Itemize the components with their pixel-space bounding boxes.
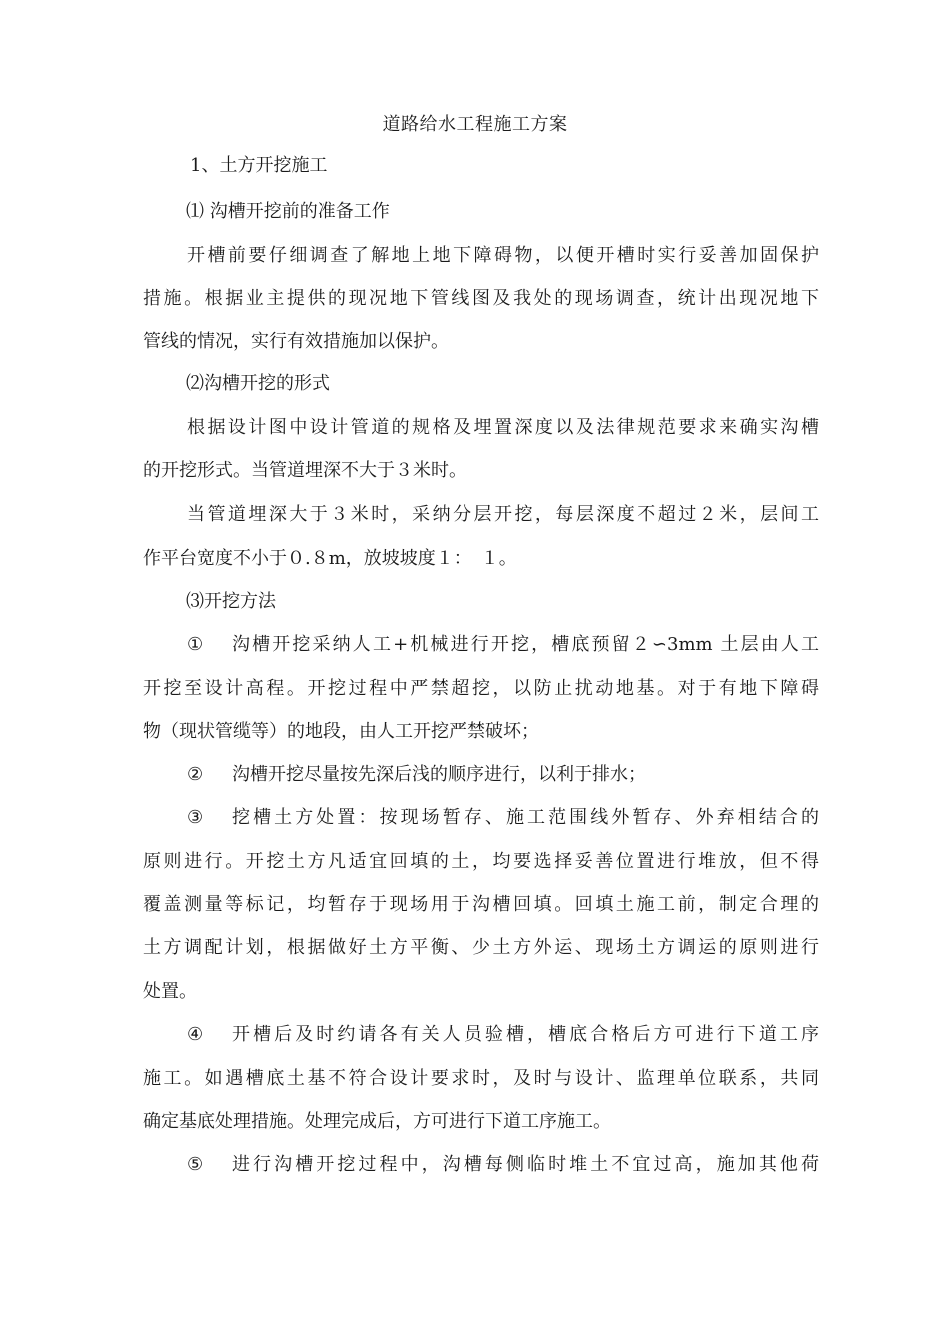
paragraph-line: 措施。根据业主提供的现况地下管线图及我处的现场调查，统计出现况地下 bbox=[143, 288, 819, 309]
list-item-line: 土方调配计划，根据做好土方平衡、少土方外运、现场土方调运的原则进行 bbox=[143, 937, 819, 958]
paragraph-line: 管线的情况，实行有效措施加以保护。 bbox=[143, 331, 449, 352]
list-item-line: 施工。如遇槽底土基不符合设计要求时，及时与设计、监理单位联系，共同 bbox=[143, 1068, 819, 1089]
list-item-line: 覆盖测量等标记，均暂存于现场用于沟槽回填。回填土施工前，制定合理的 bbox=[143, 894, 819, 915]
list-item-line: 处置。 bbox=[143, 981, 197, 1002]
list-item-line: 物（现状管缆等）的地段，由人工开挖严禁破坏； bbox=[143, 721, 539, 742]
document-title: 道路给水工程施工方案 bbox=[382, 114, 568, 135]
list-item-line: 开挖至设计高程。开挖过程中严禁超挖，以防止扰动地基。对于有地下障碍 bbox=[143, 678, 819, 699]
subsection-heading: ⑵沟槽开挖的形式 bbox=[186, 373, 330, 394]
list-item-line: 挖槽土方处置：按现场暂存、施工范围线外暂存、外弃相结合的 bbox=[232, 807, 819, 828]
list-item-line: 沟槽开挖尽量按先深后浅的顺序进行，以利于排水； bbox=[232, 764, 646, 785]
list-marker: ⑤ bbox=[187, 1154, 204, 1175]
list-marker: ④ bbox=[187, 1024, 204, 1045]
list-marker: ① bbox=[187, 634, 204, 655]
list-marker: ③ bbox=[187, 807, 204, 828]
paragraph-line: 根据设计图中设计管道的规格及埋置深度以及法律规范要求来确实沟槽 bbox=[187, 417, 819, 438]
subsection-heading: ⑶开挖方法 bbox=[186, 591, 276, 612]
list-item-line: 进行沟槽开挖过程中，沟槽每侧临时堆土不宜过高，施加其他荷 bbox=[232, 1154, 819, 1175]
paragraph-line: 作平台宽度不小于０.８m，放坡坡度１： １。 bbox=[143, 548, 517, 569]
paragraph-line: 开槽前要仔细调查了解地上地下障碍物，以便开槽时实行妥善加固保护 bbox=[187, 245, 819, 266]
list-marker: ② bbox=[187, 764, 204, 785]
list-item-line: 原则进行。开挖土方凡适宜回填的土，均要选择妥善位置进行堆放，但不得 bbox=[143, 851, 819, 872]
paragraph-line: 的开挖形式。当管道埋深不大于３米时。 bbox=[143, 460, 467, 481]
list-item-line: 确定基底处理措施。处理完成后，方可进行下道工序施工。 bbox=[143, 1111, 611, 1132]
subsection-heading: ⑴ 沟槽开挖前的准备工作 bbox=[186, 201, 390, 222]
list-item-line: 开槽后及时约请各有关人员验槽，槽底合格后方可进行下道工序 bbox=[232, 1024, 819, 1045]
paragraph-line: 当管道埋深大于３米时，采纳分层开挖，每层深度不超过２米，层间工 bbox=[187, 504, 819, 525]
list-item-line: 沟槽开挖采纳人工+机械进行开挖，槽底预留２∽3mm 土层由人工 bbox=[232, 634, 819, 655]
section-heading: 1、土方开挖施工 bbox=[190, 155, 328, 176]
